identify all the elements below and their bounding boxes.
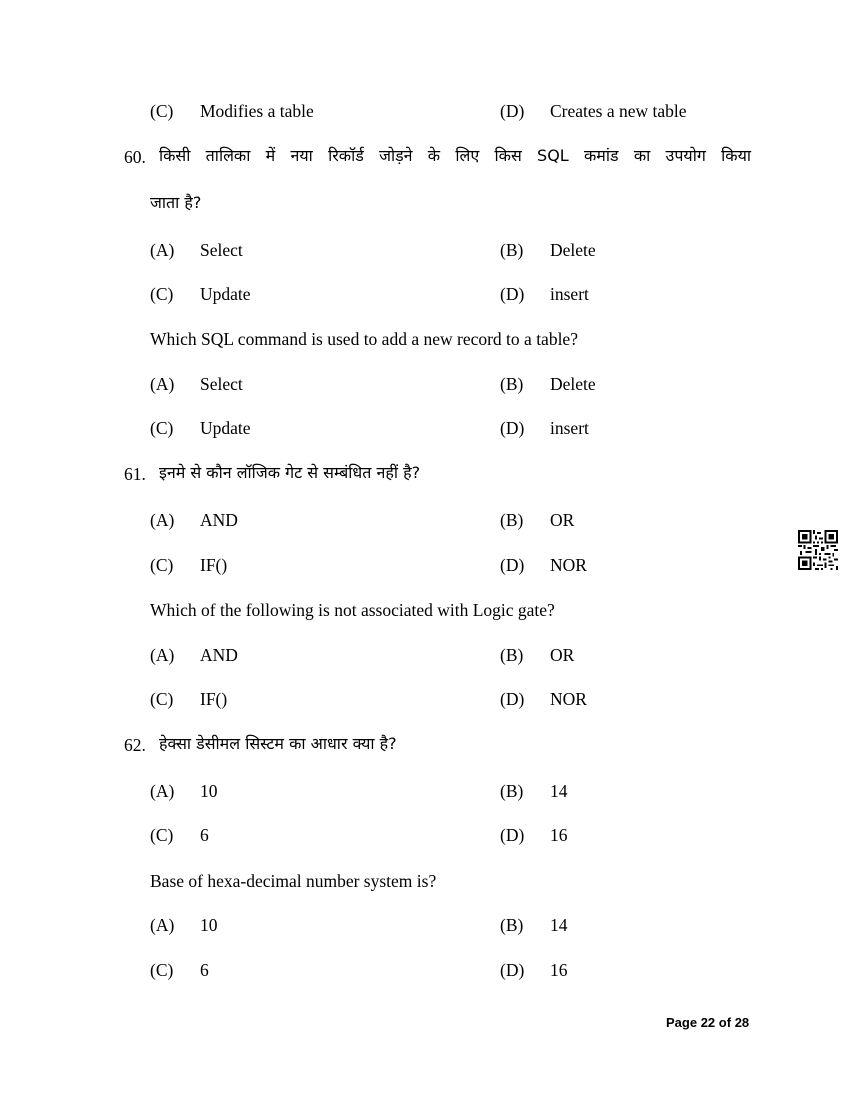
q61-english-option-c-text: IF() [200, 689, 228, 709]
q62-english-option-a-letter: (A) [150, 915, 175, 935]
q62-english-option-c-letter: (C) [150, 960, 174, 980]
q62-hindi-option-a-text: 10 [200, 781, 218, 801]
q62-english-option-d-letter: (D) [500, 960, 525, 980]
q62-english-option-a-text: 10 [200, 915, 218, 935]
q60-english-option-c-text: Update [200, 418, 251, 438]
q61-english-option-b-letter: (B) [500, 645, 524, 665]
option-c-letter: (C) [150, 101, 174, 121]
q62-english-option-c-text: 6 [200, 960, 209, 980]
q61-english-option-b-text: OR [550, 645, 575, 665]
q60-english-option-b-letter: (B) [500, 374, 524, 394]
q62-hindi-option-b-letter: (B) [500, 781, 524, 801]
question-62-english: Base of hexa-decimal number system is? [150, 871, 437, 891]
q62-hindi-option-c-text: 6 [200, 825, 209, 845]
q61-hindi-option-a-text: AND [200, 510, 238, 530]
q62-hindi-option-d-letter: (D) [500, 825, 525, 845]
footer-of-word: of [718, 1015, 732, 1030]
question-62-hindi: हेक्सा डेसीमल सिस्टम का आधार क्या है? [159, 734, 397, 753]
q61-hindi-option-c-letter: (C) [150, 555, 174, 575]
q60-hindi-option-b-text: Delete [550, 240, 596, 260]
footer-total-pages: 28 [734, 1015, 750, 1030]
q60-english-option-d-letter: (D) [500, 418, 525, 438]
q60-english-option-c-letter: (C) [150, 418, 174, 438]
q61-hindi-option-d-text: NOR [550, 555, 587, 575]
q60-hindi-option-c-letter: (C) [150, 284, 174, 304]
q60-hindi-option-d-text: insert [550, 284, 589, 304]
question-60-hindi-line1: किसी तालिका में नया रिकॉर्ड जोड़ने के लिए किस SQL कमांड का उपयोग किया [159, 146, 751, 165]
q60-english-option-a-letter: (A) [150, 374, 175, 394]
question-60-number: 60. [124, 147, 146, 167]
q61-hindi-option-a-letter: (A) [150, 510, 175, 530]
q62-english-option-d-text: 16 [550, 960, 568, 980]
question-61-hindi: इनमे से कौन लॉजिक गेट से सम्बंधित नहीं है? [159, 463, 421, 482]
q61-english-option-c-letter: (C) [150, 689, 174, 709]
q62-english-option-b-letter: (B) [500, 915, 524, 935]
q62-hindi-option-d-text: 16 [550, 825, 568, 845]
q60-english-option-d-text: insert [550, 418, 589, 438]
q61-english-option-a-text: AND [200, 645, 238, 665]
q60-english-option-a-text: Select [200, 374, 243, 394]
footer-current-page: 22 [700, 1015, 716, 1030]
q62-hindi-option-c-letter: (C) [150, 825, 174, 845]
q61-english-option-a-letter: (A) [150, 645, 175, 665]
question-60-english: Which SQL command is used to add a new record to a table? [150, 329, 578, 349]
q60-hindi-option-d-letter: (D) [500, 284, 525, 304]
q62-english-option-b-text: 14 [550, 915, 568, 935]
question-61-english: Which of the following is not associated with Logic gate? [150, 600, 555, 620]
q61-english-option-d-text: NOR [550, 689, 587, 709]
footer-page-word: Page [666, 1015, 698, 1030]
q62-hindi-option-a-letter: (A) [150, 781, 175, 801]
q61-hindi-option-c-text: IF() [200, 555, 228, 575]
option-d-letter: (D) [500, 101, 525, 121]
q60-english-option-b-text: Delete [550, 374, 596, 394]
q61-hindi-option-d-letter: (D) [500, 555, 525, 575]
q61-hindi-option-b-text: OR [550, 510, 575, 530]
q60-hindi-option-b-letter: (B) [500, 240, 524, 260]
q62-hindi-option-b-text: 14 [550, 781, 568, 801]
q60-hindi-option-a-text: Select [200, 240, 243, 260]
page-footer [666, 1015, 749, 1030]
question-62-number: 62. [124, 735, 146, 755]
question-61-number: 61. [124, 464, 146, 484]
question-60-hindi-line2: जाता है? [150, 193, 202, 212]
q60-hindi-option-a-letter: (A) [150, 240, 175, 260]
option-d-text: Creates a new table [550, 101, 687, 121]
option-c-text: Modifies a table [200, 101, 314, 121]
q61-hindi-option-b-letter: (B) [500, 510, 524, 530]
qr-code-icon [798, 530, 838, 570]
q60-hindi-option-c-text: Update [200, 284, 251, 304]
q61-english-option-d-letter: (D) [500, 689, 525, 709]
